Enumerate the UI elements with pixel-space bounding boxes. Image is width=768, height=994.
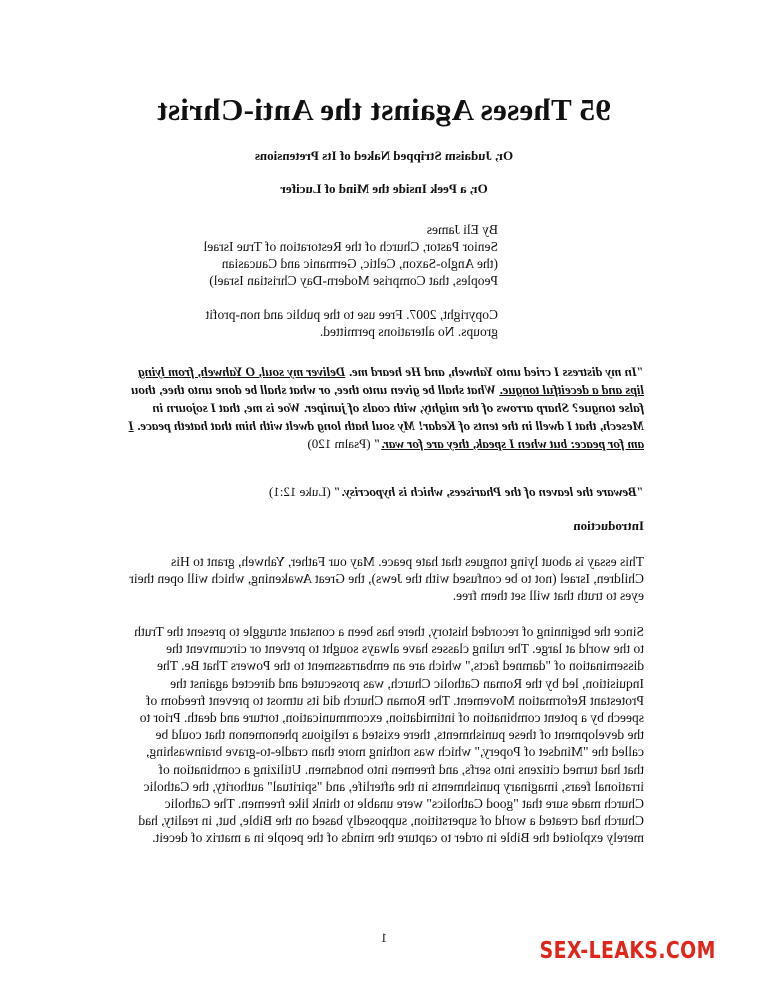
psalm-text-1: "In my distress I cried unto Yahweh, and He heard me.: [345, 364, 644, 379]
luke-reference: (Luke 12:1): [268, 484, 334, 499]
page-number: 1: [380, 930, 388, 945]
psalm-text-2: What shall be given unto thee, or what shall be done unto thee, thou false tongue? Sharp arrows of the mighty, with coals of juniper. Woe is me, that I sojourn in Mesech, that I dwell in the tents of Kedar! My soul hath long dwelt with him that hateth peace.: [131, 382, 644, 433]
watermark-logo: SEX-LEAKS.COM: [539, 938, 716, 964]
psalm-underlined-1: Deliver my soul, O Yahweh, from lying lips and a deceitful tongue.: [138, 364, 644, 397]
psalm-reference: (Psalm 120): [307, 436, 374, 451]
epigraph-luke: [120, 483, 644, 501]
byline-block: [158, 221, 498, 340]
psalm-underlined-2: I am for peace: but when I speak, they are for war.: [128, 418, 644, 451]
luke-quote: "Beware the leaven of the Pharisees, which is hypocrisy.": [333, 484, 644, 499]
author-line: By Eli James: [426, 222, 498, 237]
body-paragraph-1: This essay is about lying tongues that hate peace. May our Father, Yahweh, grant to His Children, Israel (not to be confused with the Jews), the Great Awakening, which will open their eyes to truth that will set them free.: [129, 554, 644, 604]
body-paragraph-2: Since the beginning of recorded history, there has been a constant struggle to present the Truth to the world at large. The ruling classes have always sought to prevent or circumvent the dissemination of "damned facts," which are an embarrassment to the Powers That Be. The Inquisition, led by the Roman Catholic Church, was prosecuted and directed against the Protestant Reformation Movement. The Roman Church did its utmost to prevent freedom of speech by a potent combination of intimidation, excommunication, torture and death. Prior to the development of these punishments, there existed a religious phenomenon that could be called the "Mindset of Popery," which was nothing more than cradle-to-grave brainwashing, that had turned citizens into serfs, and freemen into bondsmen. Utilizing a combination of irrational fears, imaginary punishments in the afterlife, and "spiritual" authority, the Catholic Church made sure that "good Catholics" were unable to think like freemen. The Catholic Church had created a world of superstition, supposedly based on the Bible, but, in reality, had merely exploited the Bible in order to capture the minds of the people in a matrix of deceit.: [134, 624, 644, 846]
role-line-1: Senior Pastor, Church of the Restoration of True Israel: [203, 239, 498, 254]
document-title: 95 Theses Against the Anti-Christ: [157, 92, 611, 127]
copyright-line-2: groups. No alterations permitted.: [319, 324, 498, 339]
copyright-line-1: Copyright, 2007. Free use to the public and non-profit: [205, 307, 498, 322]
psalm-text-3: ": [373, 436, 382, 451]
subtitle-lucifer: Or, a Peek Inside the Mind of Lucifer: [280, 181, 488, 196]
role-line-3: Peoples, that Comprise Modern-Day Christian Israel): [209, 273, 498, 288]
epigraph-psalm: [120, 363, 644, 453]
role-line-2: (the Anglo-Saxon, Celtic, Germanic and Caucasian: [221, 256, 498, 271]
subtitle-judaism: Or, Judaism Stripped Naked of Its Pretensions: [254, 148, 514, 163]
section-heading: Introduction: [573, 518, 644, 533]
